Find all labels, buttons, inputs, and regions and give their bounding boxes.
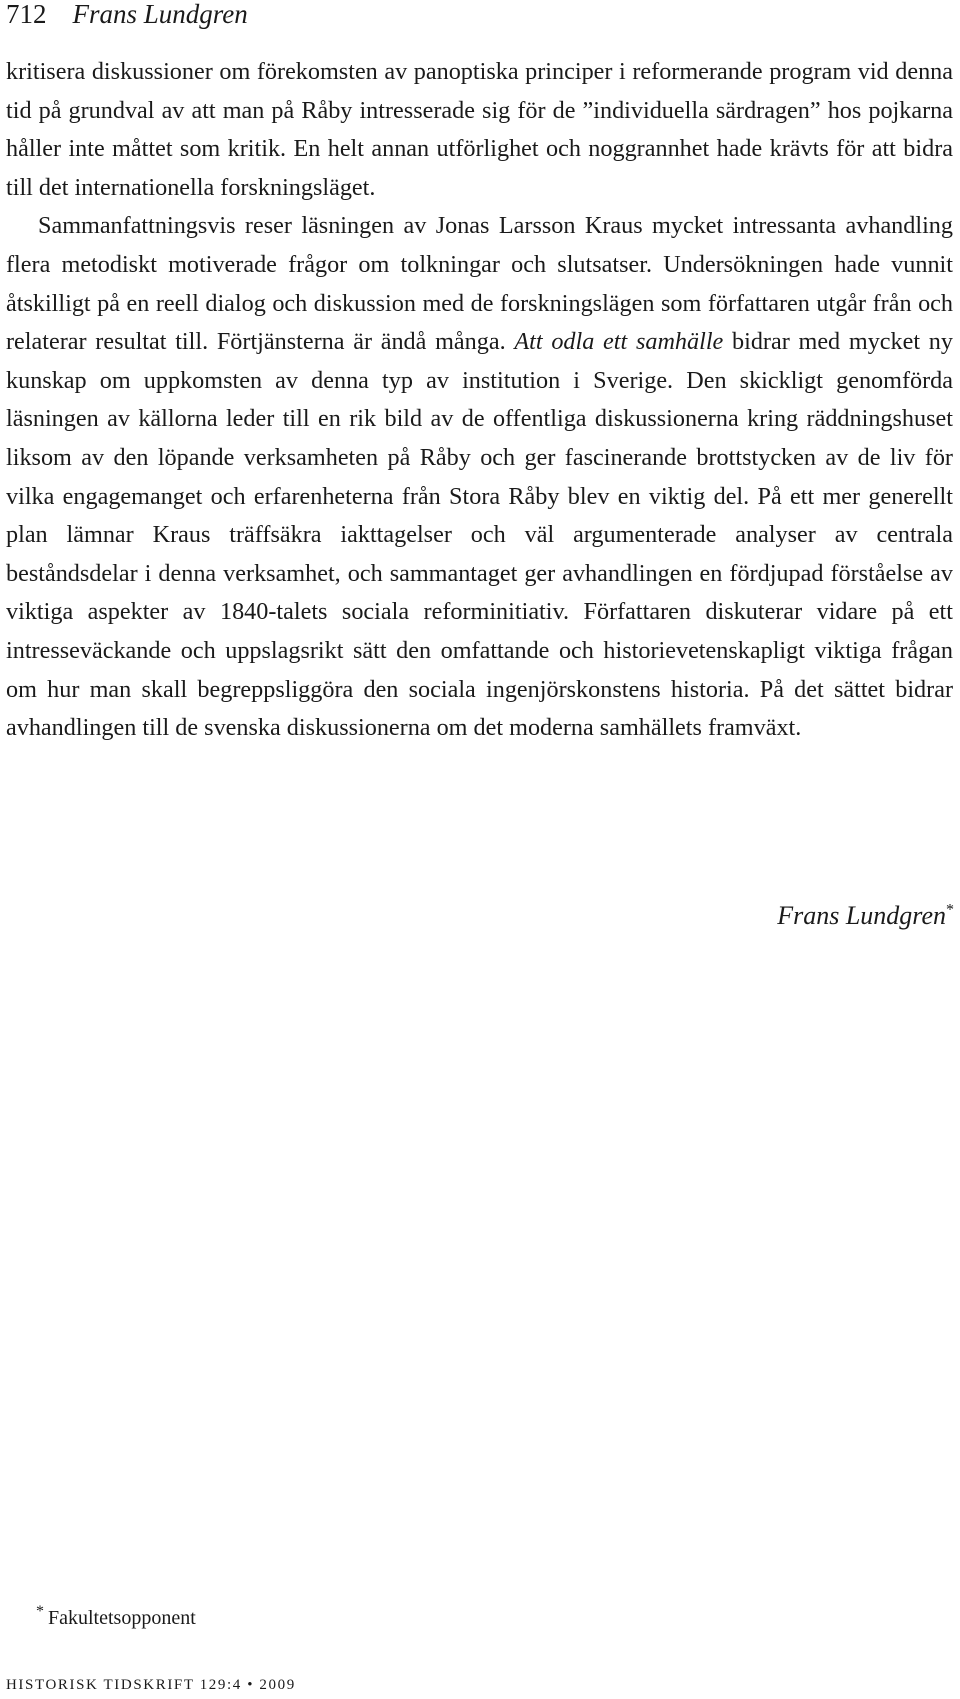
book-title: Att odla ett samhälle xyxy=(514,328,724,356)
paragraph-2 xyxy=(6,207,953,747)
page-number: 712 xyxy=(6,0,47,29)
footnote-text: Fakultetsopponent xyxy=(48,1607,196,1629)
signature-footnote-mark: * xyxy=(946,901,954,919)
signature xyxy=(777,898,954,934)
running-head xyxy=(6,0,248,32)
footnote xyxy=(36,1604,196,1632)
footnote-mark: * xyxy=(36,1603,44,1621)
body-text xyxy=(6,53,953,748)
journal-footer: HISTORISK TIDSKRIFT 129:4 • 2009 xyxy=(6,1677,296,1693)
running-head-author: Frans Lundgren xyxy=(72,0,248,29)
paragraph-1: kritisera diskussioner om förekomsten av panoptiska principer i reformerande program vid denna tid på grundval av att man på Råby intresserade sig för de ”individuella särdragen” hos pojkarna håller inte måttet som kritik. En helt annan utförlighet och noggrannhet hade krävts för att bidra till det internationella forskningsläget. xyxy=(6,58,953,201)
paragraph-2-part-1: Sammanfattningsvis reser läsningen av Jonas Larsson Kraus mycket intressanta avhandling flera metodiskt motiverade frågor om tolkningar och slutsatser. Undersökningen hade vunnit åtskilligt på en reell dialog och diskussion med de forskningslägen som författaren utgår från och relaterar resultat till. Förtjänsterna är ändå många. xyxy=(6,212,953,356)
signature-name: Frans Lundgren xyxy=(777,901,946,930)
paragraph-2-part-2: bidrar med mycket ny kunskap om uppkomsten av denna typ av institution i Sverige. Den skickligt genomförda läsningen av källorna leder till en rik bild av de offentliga diskussionerna kring räddningshuset liksom av den löpande verksamheten på Råby och ger fascinerande brottstycken av de liv för vilka engagemanget och erfarenheterna från Stora Råby blev en viktig del. På ett mer generellt plan lämnar Kraus träffsäkra iakttagelser och väl argumenterade analyser av centrala beståndsdelar i denna verksamhet, och sammantaget ger avhandlingen en fördjupad förståelse av viktiga aspekter av 1840-talets sociala reforminitiativ. Författaren diskuterar vidare på ett intresseväckande och uppslagsrikt sätt den omfattande och historievetenskapligt viktiga frågan om hur man skall begreppsliggöra den sociala ingenjörskonstens historia. På det sättet bidrar avhandlingen till de svenska diskussionerna om det moderna samhällets framväxt. xyxy=(6,328,953,742)
